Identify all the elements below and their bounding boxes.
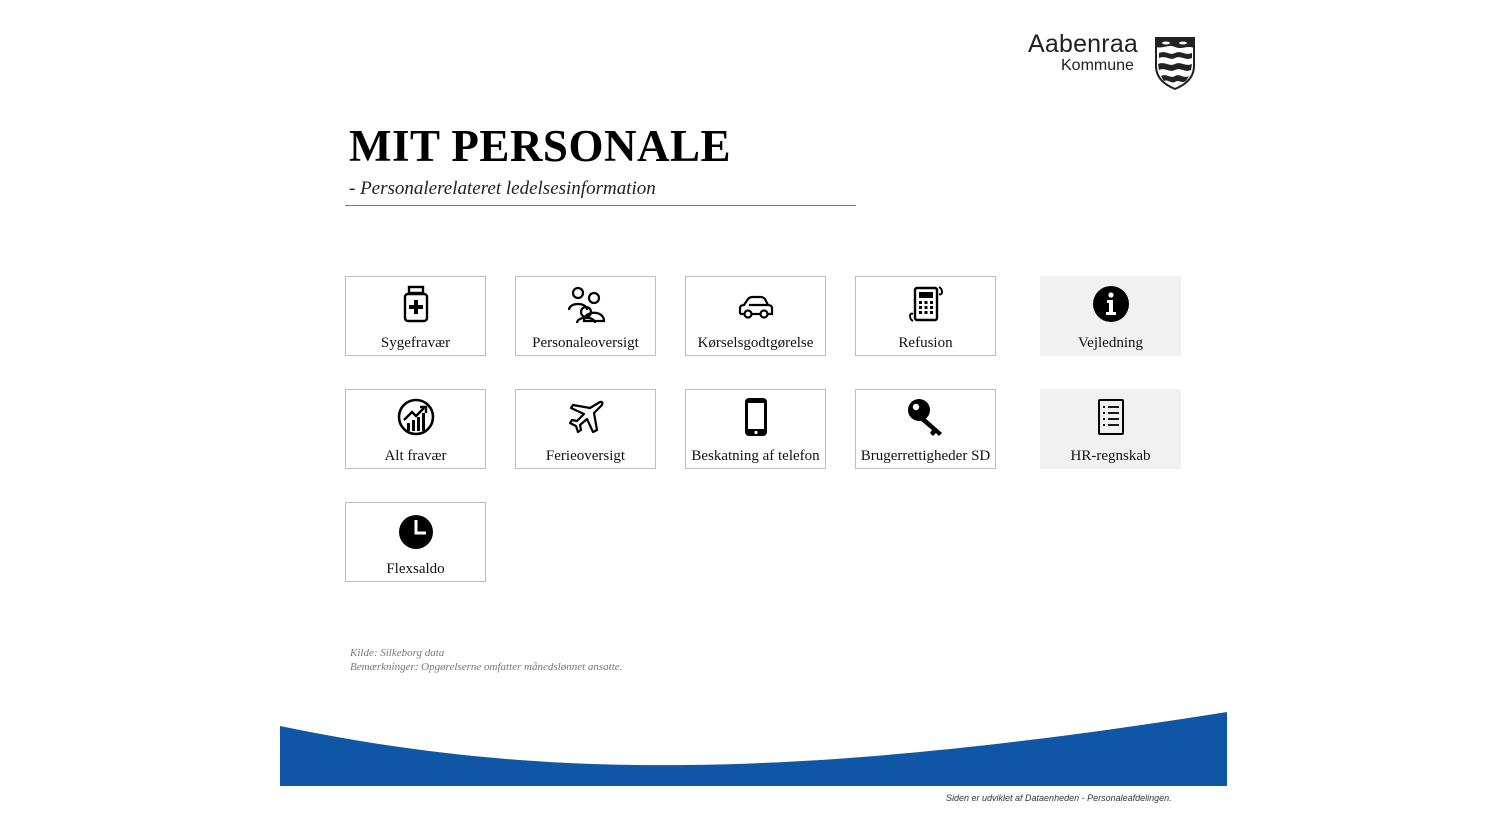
logo-sub: Kommune: [1061, 57, 1134, 74]
document-list-icon: [1091, 397, 1131, 437]
tile-refusion[interactable]: [855, 276, 996, 356]
calculator-refresh-icon: [906, 284, 946, 324]
tile-label: Flexsaldo: [386, 561, 445, 577]
airplane-icon: [566, 397, 606, 437]
tile-vejledning[interactable]: [1040, 276, 1181, 356]
tile-korselsgodtgorelse[interactable]: [685, 276, 826, 356]
municipal-shield-icon: [1154, 36, 1196, 90]
tile-ferieoversigt[interactable]: [515, 389, 656, 469]
tile-label: Alt fravær: [384, 448, 447, 464]
tile-label: Kørselsgodtgørelse: [697, 335, 814, 351]
municipality-logo: [1028, 30, 1198, 94]
logo-name: Aabenraa: [1028, 30, 1139, 58]
mobile-phone-icon: [736, 397, 776, 437]
page-subtitle: - Personalerelateret ledelsesinformation: [349, 178, 656, 199]
page-title: MIT PERSONALE: [349, 121, 731, 171]
tile-label: Sygefravær: [380, 335, 451, 351]
key-icon: [906, 397, 946, 437]
info-icon: [1091, 284, 1131, 324]
tile-hr-regnskab[interactable]: [1040, 389, 1181, 469]
remarks-note: Bemærkninger: Opgørelserne omfatter månedslønnet ansatte.: [350, 661, 623, 673]
tile-sygefravaer[interactable]: [345, 276, 486, 356]
tile-personaleoversigt[interactable]: [515, 276, 656, 356]
car-icon: [736, 284, 776, 324]
tile-label: Personaleoversigt: [532, 335, 639, 351]
footer-credit: Siden er udviklet af Dataenheden - Personaleafdelingen.: [946, 793, 1172, 803]
tile-brugerrettigheder-sd[interactable]: [855, 389, 996, 469]
tile-label: Ferieoversigt: [545, 448, 626, 464]
tile-flexsaldo[interactable]: [345, 502, 486, 582]
growth-chart-icon: [396, 397, 436, 437]
tile-label: Beskatning af telefon: [691, 448, 820, 464]
medicine-bottle-icon: [396, 284, 436, 324]
tile-label: Refusion: [898, 335, 953, 351]
tile-label: Vejledning: [1078, 335, 1143, 351]
source-notes: [350, 646, 622, 674]
tile-alt-fravaer[interactable]: [345, 389, 486, 469]
tile-label: Brugerrettigheder SD: [860, 448, 991, 464]
tile-beskatning-af-telefon[interactable]: [685, 389, 826, 469]
footer-wave: [280, 708, 1227, 786]
title-divider: [345, 205, 856, 206]
source-note: Kilde: Silkeborg data: [350, 647, 445, 659]
tile-label: HR-regnskab: [1070, 448, 1151, 464]
clock-icon: [396, 510, 436, 550]
people-icon: [566, 284, 606, 324]
